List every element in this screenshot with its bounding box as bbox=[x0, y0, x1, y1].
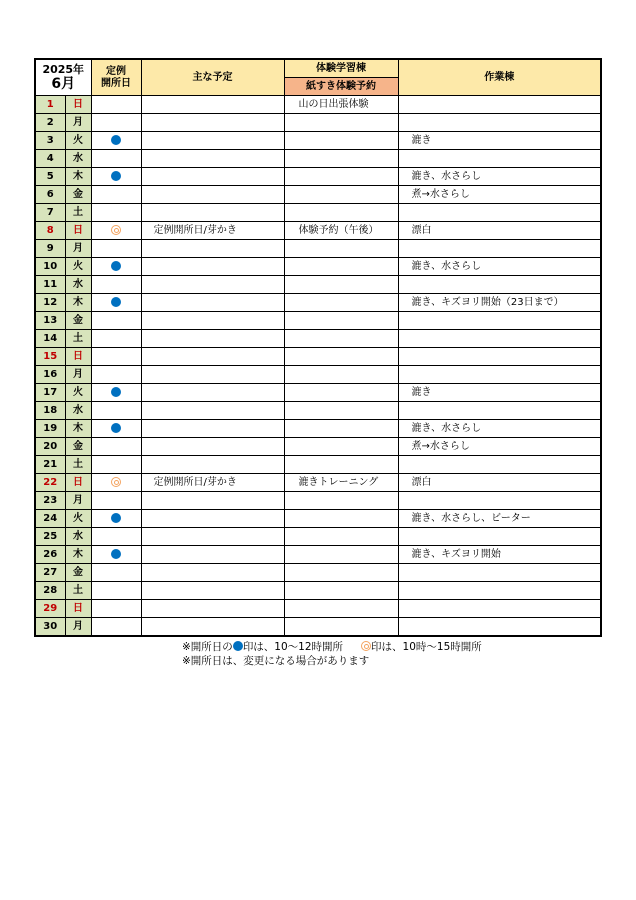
year-month-cell bbox=[35, 59, 91, 96]
day-number: 15 bbox=[35, 348, 65, 366]
experience-cell: 体験予約（午後） bbox=[284, 222, 398, 240]
table-row bbox=[35, 528, 601, 546]
work-cell bbox=[398, 366, 601, 384]
table-row bbox=[35, 402, 601, 420]
regular-open-header: 定例 開所日 bbox=[91, 59, 141, 96]
main-schedule-cell: 定例開所日/芽かき bbox=[141, 222, 284, 240]
open-mark-cell bbox=[91, 618, 141, 637]
experience-cell bbox=[284, 150, 398, 168]
experience-cell: 山の日出張体験 bbox=[284, 96, 398, 114]
notes bbox=[182, 640, 482, 668]
main-schedule-cell bbox=[141, 456, 284, 474]
open-mark-cell bbox=[91, 168, 141, 186]
double-circle-icon bbox=[111, 477, 121, 487]
day-number: 5 bbox=[35, 168, 65, 186]
main-schedule-cell bbox=[141, 312, 284, 330]
weekday: 月 bbox=[65, 618, 91, 637]
table-row bbox=[35, 420, 601, 438]
work-cell bbox=[398, 276, 601, 294]
weekday: 火 bbox=[65, 510, 91, 528]
open-mark-cell bbox=[91, 222, 141, 240]
table-row bbox=[35, 204, 601, 222]
table-row bbox=[35, 582, 601, 600]
day-number: 2 bbox=[35, 114, 65, 132]
work-cell: 漉き、水さらし bbox=[398, 258, 601, 276]
table-row bbox=[35, 366, 601, 384]
day-number: 9 bbox=[35, 240, 65, 258]
experience-cell bbox=[284, 528, 398, 546]
weekday: 木 bbox=[65, 420, 91, 438]
experience-cell bbox=[284, 438, 398, 456]
experience-cell bbox=[284, 492, 398, 510]
experience-cell bbox=[284, 258, 398, 276]
weekday: 土 bbox=[65, 204, 91, 222]
main-schedule-cell bbox=[141, 546, 284, 564]
day-number: 30 bbox=[35, 618, 65, 637]
weekday: 木 bbox=[65, 294, 91, 312]
blue-dot-icon bbox=[233, 641, 243, 651]
table-row bbox=[35, 618, 601, 637]
main-schedule-cell bbox=[141, 564, 284, 582]
table-row bbox=[35, 114, 601, 132]
work-cell bbox=[398, 600, 601, 618]
open-mark-cell bbox=[91, 564, 141, 582]
open-mark-cell bbox=[91, 420, 141, 438]
open-mark-cell bbox=[91, 150, 141, 168]
weekday: 金 bbox=[65, 186, 91, 204]
work-cell bbox=[398, 564, 601, 582]
main-schedule-cell bbox=[141, 438, 284, 456]
main-schedule-cell bbox=[141, 348, 284, 366]
blue-dot-icon bbox=[111, 261, 121, 271]
weekday: 火 bbox=[65, 384, 91, 402]
experience-subheader: 紙すき体験予約 bbox=[284, 78, 398, 96]
work-cell: 漉き、キズヨリ開始（23日まで） bbox=[398, 294, 601, 312]
work-cell bbox=[398, 402, 601, 420]
weekday: 金 bbox=[65, 564, 91, 582]
weekday: 日 bbox=[65, 222, 91, 240]
weekday: 日 bbox=[65, 600, 91, 618]
open-mark-cell bbox=[91, 438, 141, 456]
weekday: 月 bbox=[65, 492, 91, 510]
experience-cell bbox=[284, 366, 398, 384]
day-number: 13 bbox=[35, 312, 65, 330]
open-mark-cell bbox=[91, 546, 141, 564]
open-mark-cell bbox=[91, 582, 141, 600]
table-row bbox=[35, 330, 601, 348]
open-mark-cell bbox=[91, 600, 141, 618]
table-row bbox=[35, 150, 601, 168]
experience-header: 体験学習棟 bbox=[284, 59, 398, 78]
table-row bbox=[35, 132, 601, 150]
main-schedule-cell bbox=[141, 618, 284, 637]
day-number: 27 bbox=[35, 564, 65, 582]
experience-cell bbox=[284, 582, 398, 600]
experience-cell bbox=[284, 168, 398, 186]
table-row bbox=[35, 456, 601, 474]
day-number: 16 bbox=[35, 366, 65, 384]
weekday: 水 bbox=[65, 276, 91, 294]
weekday: 木 bbox=[65, 546, 91, 564]
work-cell bbox=[398, 150, 601, 168]
day-number: 25 bbox=[35, 528, 65, 546]
experience-cell bbox=[284, 420, 398, 438]
main-schedule-cell bbox=[141, 510, 284, 528]
weekday: 金 bbox=[65, 438, 91, 456]
main-schedule-cell bbox=[141, 258, 284, 276]
month-label: 6月 bbox=[51, 76, 76, 92]
weekday: 木 bbox=[65, 168, 91, 186]
table-row bbox=[35, 186, 601, 204]
note-blue-hours: 印は、10～12時開所 bbox=[242, 641, 344, 653]
work-cell: 漉き bbox=[398, 132, 601, 150]
day-number: 17 bbox=[35, 384, 65, 402]
day-number: 10 bbox=[35, 258, 65, 276]
open-mark-cell bbox=[91, 366, 141, 384]
open-mark-cell bbox=[91, 510, 141, 528]
table-row bbox=[35, 348, 601, 366]
open-mark-cell bbox=[91, 492, 141, 510]
main-schedule-cell bbox=[141, 528, 284, 546]
main-schedule-cell bbox=[141, 204, 284, 222]
main-schedule-cell bbox=[141, 150, 284, 168]
open-mark-cell bbox=[91, 294, 141, 312]
table-row bbox=[35, 96, 601, 114]
table-row bbox=[35, 564, 601, 582]
experience-cell bbox=[284, 510, 398, 528]
work-cell bbox=[398, 330, 601, 348]
day-number: 21 bbox=[35, 456, 65, 474]
main-schedule-cell bbox=[141, 420, 284, 438]
open-mark-cell bbox=[91, 474, 141, 492]
experience-cell bbox=[284, 564, 398, 582]
weekday: 水 bbox=[65, 402, 91, 420]
double-circle-icon bbox=[361, 641, 371, 651]
experience-cell bbox=[284, 294, 398, 312]
open-mark-cell bbox=[91, 132, 141, 150]
main-schedule-cell bbox=[141, 186, 284, 204]
work-cell bbox=[398, 204, 601, 222]
note-line-1 bbox=[182, 640, 482, 654]
blue-dot-icon bbox=[111, 423, 121, 433]
blue-dot-icon bbox=[111, 297, 121, 307]
main-schedule-cell bbox=[141, 168, 284, 186]
main-schedule-cell bbox=[141, 132, 284, 150]
note-line-2: ※開所日は、変更になる場合があります bbox=[182, 655, 370, 667]
experience-cell bbox=[284, 114, 398, 132]
work-cell: 漂白 bbox=[398, 222, 601, 240]
main-schedule-cell bbox=[141, 384, 284, 402]
blue-dot-icon bbox=[111, 135, 121, 145]
work-cell: 煮→水さらし bbox=[398, 186, 601, 204]
main-schedule-cell bbox=[141, 240, 284, 258]
table-row bbox=[35, 258, 601, 276]
experience-cell bbox=[284, 348, 398, 366]
work-cell: 漉き bbox=[398, 384, 601, 402]
weekday: 日 bbox=[65, 348, 91, 366]
double-circle-icon bbox=[111, 225, 121, 235]
table-row bbox=[35, 510, 601, 528]
note-double-hours: 印は、10時～15時開所 bbox=[371, 641, 482, 653]
table-row bbox=[35, 294, 601, 312]
table-row bbox=[35, 312, 601, 330]
main-schedule-cell bbox=[141, 600, 284, 618]
weekday: 月 bbox=[65, 240, 91, 258]
day-number: 3 bbox=[35, 132, 65, 150]
open-mark-cell bbox=[91, 276, 141, 294]
table-row bbox=[35, 240, 601, 258]
experience-cell bbox=[284, 384, 398, 402]
experience-cell bbox=[284, 276, 398, 294]
table-row bbox=[35, 384, 601, 402]
work-cell bbox=[398, 528, 601, 546]
open-mark-cell bbox=[91, 186, 141, 204]
day-number: 19 bbox=[35, 420, 65, 438]
day-number: 11 bbox=[35, 276, 65, 294]
experience-cell: 漉きトレーニング bbox=[284, 474, 398, 492]
day-number: 26 bbox=[35, 546, 65, 564]
open-mark-cell bbox=[91, 114, 141, 132]
main-schedule-cell bbox=[141, 114, 284, 132]
main-schedule-cell bbox=[141, 582, 284, 600]
day-number: 8 bbox=[35, 222, 65, 240]
experience-cell bbox=[284, 546, 398, 564]
open-mark-cell bbox=[91, 258, 141, 276]
work-cell bbox=[398, 114, 601, 132]
day-number: 14 bbox=[35, 330, 65, 348]
table-row bbox=[35, 546, 601, 564]
open-mark-cell bbox=[91, 96, 141, 114]
experience-cell bbox=[284, 618, 398, 637]
experience-cell bbox=[284, 132, 398, 150]
weekday: 火 bbox=[65, 132, 91, 150]
weekday: 日 bbox=[65, 474, 91, 492]
table-row bbox=[35, 276, 601, 294]
open-mark-cell bbox=[91, 456, 141, 474]
weekday: 土 bbox=[65, 456, 91, 474]
table-row bbox=[35, 492, 601, 510]
day-number: 4 bbox=[35, 150, 65, 168]
work-cell bbox=[398, 312, 601, 330]
table-row bbox=[35, 438, 601, 456]
day-number: 6 bbox=[35, 186, 65, 204]
work-cell: 漂白 bbox=[398, 474, 601, 492]
day-number: 24 bbox=[35, 510, 65, 528]
work-cell: 漉き、水さらし、ビーター bbox=[398, 510, 601, 528]
experience-cell bbox=[284, 312, 398, 330]
main-schedule-cell bbox=[141, 330, 284, 348]
open-mark-cell bbox=[91, 402, 141, 420]
experience-cell bbox=[284, 186, 398, 204]
open-mark-cell bbox=[91, 312, 141, 330]
day-number: 23 bbox=[35, 492, 65, 510]
main-schedule-cell bbox=[141, 402, 284, 420]
experience-cell bbox=[284, 204, 398, 222]
work-cell bbox=[398, 96, 601, 114]
open-mark-cell bbox=[91, 348, 141, 366]
weekday: 土 bbox=[65, 330, 91, 348]
main-schedule-cell bbox=[141, 366, 284, 384]
weekday: 月 bbox=[65, 114, 91, 132]
open-mark-cell bbox=[91, 240, 141, 258]
open-mark-cell bbox=[91, 330, 141, 348]
schedule-table bbox=[34, 58, 602, 637]
weekday: 金 bbox=[65, 312, 91, 330]
work-cell: 漉き、水さらし bbox=[398, 420, 601, 438]
main-schedule-cell bbox=[141, 276, 284, 294]
day-number: 22 bbox=[35, 474, 65, 492]
main-schedule-cell bbox=[141, 492, 284, 510]
main-schedule-header: 主な予定 bbox=[141, 59, 284, 96]
weekday: 日 bbox=[65, 96, 91, 114]
day-number: 12 bbox=[35, 294, 65, 312]
weekday: 月 bbox=[65, 366, 91, 384]
work-cell bbox=[398, 492, 601, 510]
blue-dot-icon bbox=[111, 387, 121, 397]
work-cell: 漉き、キズヨリ開始 bbox=[398, 546, 601, 564]
experience-cell bbox=[284, 402, 398, 420]
experience-cell bbox=[284, 330, 398, 348]
open-mark-cell bbox=[91, 384, 141, 402]
work-cell bbox=[398, 582, 601, 600]
main-schedule-cell bbox=[141, 96, 284, 114]
note-prefix: ※開所日の bbox=[182, 641, 233, 653]
work-cell: 煮→水さらし bbox=[398, 438, 601, 456]
day-number: 20 bbox=[35, 438, 65, 456]
blue-dot-icon bbox=[111, 171, 121, 181]
day-number: 7 bbox=[35, 204, 65, 222]
experience-cell bbox=[284, 600, 398, 618]
day-number: 29 bbox=[35, 600, 65, 618]
weekday: 水 bbox=[65, 528, 91, 546]
blue-dot-icon bbox=[111, 549, 121, 559]
main-schedule-cell: 定例開所日/芽かき bbox=[141, 474, 284, 492]
work-cell bbox=[398, 348, 601, 366]
main-schedule-cell bbox=[141, 294, 284, 312]
day-number: 1 bbox=[35, 96, 65, 114]
experience-cell bbox=[284, 240, 398, 258]
weekday: 土 bbox=[65, 582, 91, 600]
work-header: 作業棟 bbox=[398, 59, 601, 96]
table-row bbox=[35, 222, 601, 240]
day-number: 18 bbox=[35, 402, 65, 420]
weekday: 火 bbox=[65, 258, 91, 276]
work-cell bbox=[398, 456, 601, 474]
year-label: 2025年 bbox=[42, 63, 85, 76]
blue-dot-icon bbox=[111, 513, 121, 523]
open-mark-cell bbox=[91, 528, 141, 546]
table-row bbox=[35, 168, 601, 186]
weekday: 水 bbox=[65, 150, 91, 168]
open-mark-cell bbox=[91, 204, 141, 222]
work-cell: 漉き、水さらし bbox=[398, 168, 601, 186]
experience-cell bbox=[284, 456, 398, 474]
work-cell bbox=[398, 618, 601, 637]
work-cell bbox=[398, 240, 601, 258]
day-number: 28 bbox=[35, 582, 65, 600]
table-row bbox=[35, 600, 601, 618]
table-row bbox=[35, 474, 601, 492]
